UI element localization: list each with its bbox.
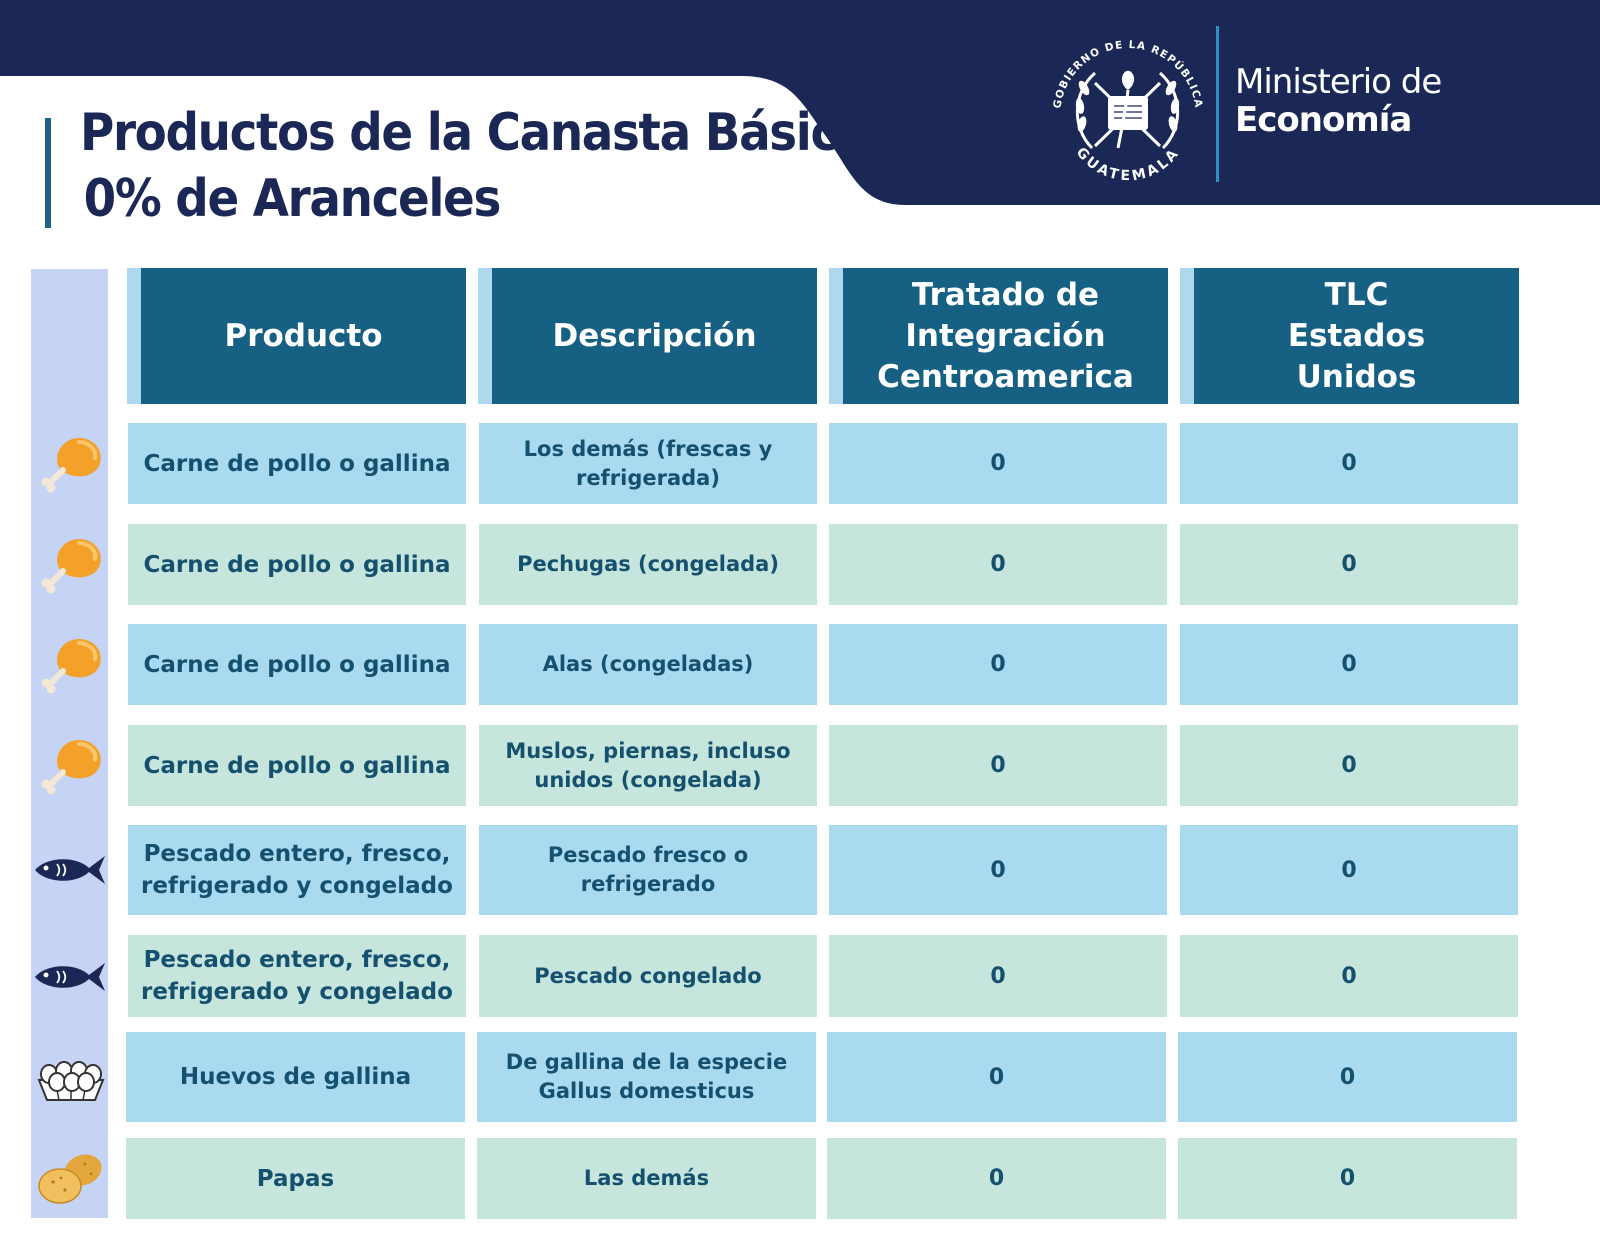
page-title (80, 100, 867, 232)
cell-product: Pescado entero, fresco, refrigerado y congelado (128, 825, 466, 915)
cell-tlc-value: 0 (1180, 423, 1518, 504)
cell-description: De gallina de la especie Gallus domesticus (477, 1032, 816, 1122)
cell-product: Huevos de gallina (126, 1032, 465, 1122)
cell-tlc-value: 0 (1178, 1032, 1517, 1122)
cell-tlc-value: 0 (1180, 825, 1518, 915)
column-header-line: Integración (905, 317, 1106, 354)
cell-description: Pechugas (congelada) (479, 524, 817, 605)
chicken-leg-icon (33, 633, 109, 697)
cell-description: Las demás (477, 1138, 816, 1219)
column-header-line: Unidos (1296, 358, 1417, 395)
cell-tratado-value: 0 (827, 1032, 1166, 1122)
seal-bottom-text: GUATEMALA (1072, 144, 1184, 185)
column-header-line: Producto (224, 317, 383, 354)
ministry-logo (1235, 62, 1441, 138)
cell-tratado-value: 0 (829, 624, 1167, 705)
cell-product: Carne de pollo o gallina (128, 423, 466, 504)
cell-tratado-value: 0 (829, 524, 1167, 605)
cell-product: Pescado entero, fresco, refrigerado y congelado (128, 935, 466, 1017)
column-header-descripcion (478, 268, 817, 404)
cell-tratado-value: 0 (829, 725, 1167, 806)
cell-tlc-value: 0 (1180, 935, 1518, 1017)
cell-description: Los demás (frescas y refrigerada) (479, 423, 817, 504)
ministry-name-line-2: Economía (1235, 100, 1412, 140)
column-header-line: Descripción (552, 317, 757, 354)
cell-tlc-value: 0 (1180, 524, 1518, 605)
cell-tratado-value: 0 (829, 935, 1167, 1017)
cell-product: Carne de pollo o gallina (128, 524, 466, 605)
column-header-tlc (1180, 268, 1519, 404)
chicken-leg-icon (33, 734, 109, 798)
fish-icon (33, 838, 109, 902)
cell-description: Pescado congelado (479, 935, 817, 1017)
ministry-name-line-1: Ministerio de (1235, 62, 1442, 102)
chicken-leg-icon (33, 533, 109, 597)
cell-tratado-value: 0 (829, 825, 1167, 915)
cell-tratado-value: 0 (829, 423, 1167, 504)
column-header-line: Estados (1287, 317, 1426, 354)
svg-text:GUATEMALA (1073, 145, 1184, 185)
fish-icon (33, 945, 109, 1009)
potatoes-icon (33, 1146, 109, 1210)
cell-tratado-value: 0 (827, 1138, 1166, 1219)
title-accent-bar (45, 118, 51, 228)
cell-product: Papas (126, 1138, 465, 1219)
seal-top-text: GOBIERNO DE LA REPÚBLICA (1051, 38, 1205, 110)
cell-description: Pescado fresco o refrigerado (479, 825, 817, 915)
column-header-tratado (829, 268, 1168, 404)
cell-description: Alas (congeladas) (479, 624, 817, 705)
chicken-leg-icon (33, 432, 109, 496)
column-header-line: Tratado de (911, 276, 1100, 313)
cell-tlc-value: 0 (1178, 1138, 1517, 1219)
column-header-line: TLC (1324, 276, 1389, 313)
eggs-carton-icon (33, 1046, 109, 1110)
cell-tlc-value: 0 (1180, 624, 1518, 705)
ministry-divider (1216, 26, 1219, 182)
cell-product: Carne de pollo o gallina (128, 725, 466, 806)
cell-description: Muslos, piernas, incluso unidos (congelada) (479, 725, 817, 806)
title-line-1: Productos de la Canasta Básica (80, 103, 868, 163)
title-line-2: 0% de Aranceles (83, 169, 500, 229)
guatemala-seal-icon (1040, 28, 1215, 188)
cell-tlc-value: 0 (1180, 725, 1518, 806)
column-header-line: Centroamerica (877, 358, 1134, 395)
cell-product: Carne de pollo o gallina (128, 624, 466, 705)
column-header-producto (127, 268, 466, 404)
